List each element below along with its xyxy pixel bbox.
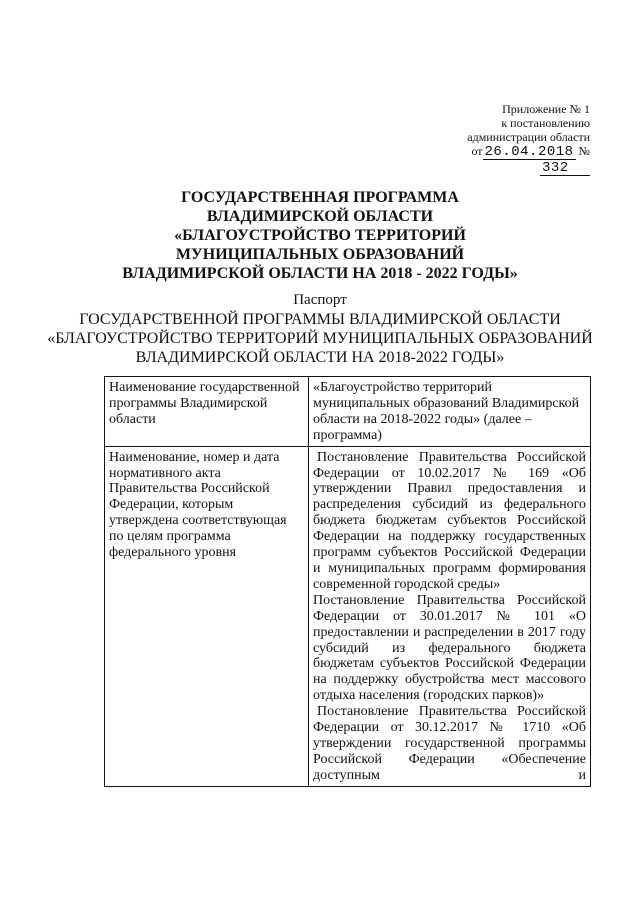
table-row: [105, 377, 591, 447]
table-row: [105, 446, 591, 786]
title-line-4: МУНИЦИПАЛЬНЫХ ОБРАЗОВАНИЙ: [175, 246, 465, 263]
passport-line-1: ГОСУДАРСТВЕННОЙ ПРОГРАММЫ ВЛАДИМИРСКОЙ ОБЛАСТИ: [79, 311, 561, 328]
passport-line-2: «БЛАГОУСТРОЙСТВО ТЕРРИТОРИЙ МУНИЦИПАЛЬНЫХ ОБРАЗОВАНИЙ: [47, 330, 593, 347]
appendix-line-2: к постановлению: [501, 116, 590, 130]
appendix-line-1: Приложение № 1: [502, 102, 590, 116]
value-paragraph-3: Постановление Правительства Российской Федерации от 30.12.2017 № 1710 «Об утверждении государственной программы Российской Федерации «Обеспечение доступным и: [313, 704, 586, 783]
handwritten-number: 332: [540, 161, 590, 176]
title-line-1: ГОСУДАРСТВЕННАЯ ПРОГРАММА: [181, 189, 459, 206]
title-line-2: ВЛАДИМИРСКОЙ ОБЛАСТИ: [206, 208, 434, 225]
row-value: «Благоустройство территорий муниципальных образований Владимирской области на 2018-2022 годы» (далее – программа): [309, 377, 591, 447]
row-label: Наименование государственной программы Владимирской области: [105, 377, 309, 447]
handwritten-date: 26.04.2018: [484, 144, 574, 160]
passport-line-3: ВЛАДИМИРСКОЙ ОБЛАСТИ НА 2018-2022 ГОДЫ»: [135, 349, 505, 366]
value-paragraph-1: Постановление Правительства Российской Федерации от 10.02.2017 № 169 «Об утверждении Правил предоставления и распределения субсидий из федерального бюджета бюджетам субъектов Российской Федерации на поддержку государственных программ субъектов Российской Федерации и муниципальных программ формирования современной городской среды»: [313, 449, 586, 592]
date-prefix: от: [471, 144, 483, 158]
row-value-multi: [309, 446, 591, 786]
appendix-date-line: [420, 144, 590, 176]
appendix-line-3: администрации области: [467, 130, 590, 144]
title-line-3: «БЛАГОУСТРОЙСТВО ТЕРРИТОРИЙ: [174, 227, 466, 244]
row-label: Наименование, номер и дата нормативного акта Правительства Российской Федерации, которым утверждена соответствующая по целям программа федерального уровня: [105, 446, 309, 786]
passport-heading: [40, 291, 600, 367]
title-line-5: ВЛАДИМИРСКОЙ ОБЛАСТИ НА 2018 - 2022 ГОДЫ»: [122, 265, 518, 282]
appendix-block: [420, 102, 590, 176]
number-prefix: №: [578, 144, 590, 158]
value-paragraph-2: Постановление Правительства Российской Федерации от 30.01.2017 № 101 «О предоставлении и распределении в 2017 году субсидий из федерального бюджета бюджетам субъектов Российской Федерации на поддержку обустройства мест массового отдыха населения (городских парков)»: [313, 592, 586, 704]
passport-table: [104, 376, 591, 787]
passport-word: Паспорт: [293, 292, 347, 308]
document-title: [60, 188, 580, 283]
